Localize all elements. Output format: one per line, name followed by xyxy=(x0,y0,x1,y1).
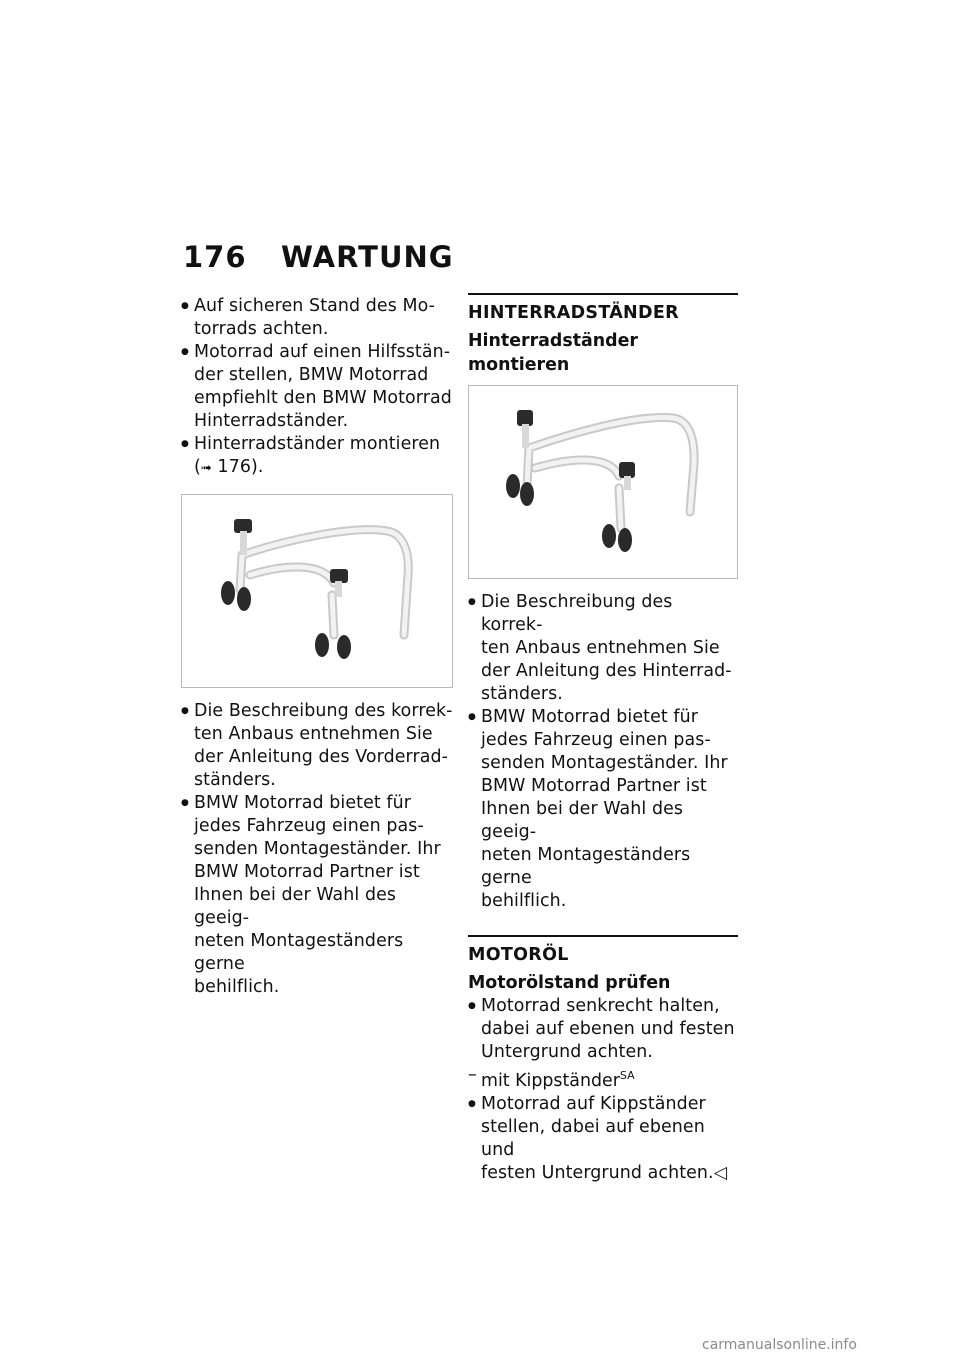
section-divider xyxy=(468,293,738,295)
text-line: neten Montageständers gerne xyxy=(194,931,404,974)
list-item xyxy=(181,433,453,480)
list-item xyxy=(181,341,453,433)
text-line: festen Untergrund achten. xyxy=(481,1163,714,1183)
list-item xyxy=(468,1093,738,1185)
text-line: ten Anbaus entnehmen Sie xyxy=(481,638,720,658)
text-line: ● Die Beschreibung des korrek- xyxy=(194,701,453,721)
section-title: HINTERRADSTÄNDER xyxy=(468,303,679,323)
text-line: ● BMW Motorrad bietet für xyxy=(481,707,699,727)
text-line: neten Montageständers gerne xyxy=(481,845,691,888)
text-line: ● Motorrad senkrecht halten, xyxy=(481,996,720,1016)
paren: ( xyxy=(194,457,201,477)
text-line: ● Hinterradständer montieren xyxy=(194,434,441,454)
arrow-icon: ➟ xyxy=(200,461,212,476)
text-line: ● Motorrad auf einen Hilfsstän- xyxy=(194,342,451,362)
page-header xyxy=(183,240,454,274)
text-line: BMW Motorrad Partner ist xyxy=(194,862,420,882)
text-line: behilflich. xyxy=(481,891,567,911)
list-item xyxy=(181,295,453,341)
text-line: Ihnen bei der Wahl des geeig- xyxy=(481,799,684,842)
end-mark-icon: ◁ xyxy=(713,1163,728,1183)
text-line: jedes Fahrzeug einen pas- xyxy=(194,816,424,836)
text-line: senden Montageständer. Ihr xyxy=(481,753,728,773)
text-line: jedes Fahrzeug einen pas- xyxy=(481,730,711,750)
text-line: der stellen, BMW Motorrad xyxy=(194,365,429,385)
text-line: empfiehlt den BMW Motorrad xyxy=(194,388,452,408)
text-line: BMW Motorrad Partner ist xyxy=(481,776,707,796)
special-equipment-mark: SA xyxy=(619,1069,635,1082)
page-title: WARTUNG xyxy=(281,240,454,274)
list-item xyxy=(468,995,738,1064)
rear-stand-figure xyxy=(468,385,738,579)
dash-mark: – xyxy=(468,1065,477,1085)
text-line: ständers. xyxy=(481,684,563,704)
text-line: ● Die Beschreibung des korrek- xyxy=(481,592,673,635)
right-column xyxy=(468,293,738,1185)
condition-text: mit Kippständer xyxy=(481,1071,620,1091)
reference-page: 176). xyxy=(217,457,264,477)
text-line: Ihnen bei der Wahl des geeig- xyxy=(194,885,397,928)
list-item xyxy=(468,591,738,706)
text-line: dabei auf ebenen und festen xyxy=(481,1019,735,1039)
section-title: MOTORÖL xyxy=(468,945,569,965)
text-line: der Anleitung des Vorderrad- xyxy=(194,747,448,767)
text-line: ten Anbaus entnehmen Sie xyxy=(194,724,433,744)
condition-line xyxy=(468,1064,738,1093)
text-line: ● Auf sicheren Stand des Mo- xyxy=(194,296,436,316)
section-subtitle: Hinterradständer montieren xyxy=(468,331,638,375)
text-line: Untergrund achten. xyxy=(481,1042,654,1062)
list-item xyxy=(468,706,738,913)
text-line: Hinterradständer. xyxy=(194,411,349,431)
watermark: carmanualsonline.info xyxy=(702,1337,857,1353)
list-item xyxy=(181,792,453,999)
text-line: ständers. xyxy=(194,770,276,790)
text-line: stellen, dabei auf ebenen und xyxy=(481,1117,705,1160)
section-divider xyxy=(468,935,738,937)
section-subtitle: Motorölstand prüfen xyxy=(468,973,671,993)
text-line: ● Motorrad auf Kippständer xyxy=(481,1094,706,1114)
text-line: behilflich. xyxy=(194,977,280,997)
list-item xyxy=(181,700,453,792)
text-line: senden Montageständer. Ihr xyxy=(194,839,441,859)
front-stand-figure xyxy=(181,494,453,688)
page-number: 176 xyxy=(183,240,247,274)
text-line: torrads achten. xyxy=(194,319,329,339)
text-line: ● BMW Motorrad bietet für xyxy=(194,793,412,813)
page-reference-link[interactable] xyxy=(194,456,453,480)
left-column xyxy=(181,295,453,999)
text-line: der Anleitung des Hinterrad- xyxy=(481,661,732,681)
